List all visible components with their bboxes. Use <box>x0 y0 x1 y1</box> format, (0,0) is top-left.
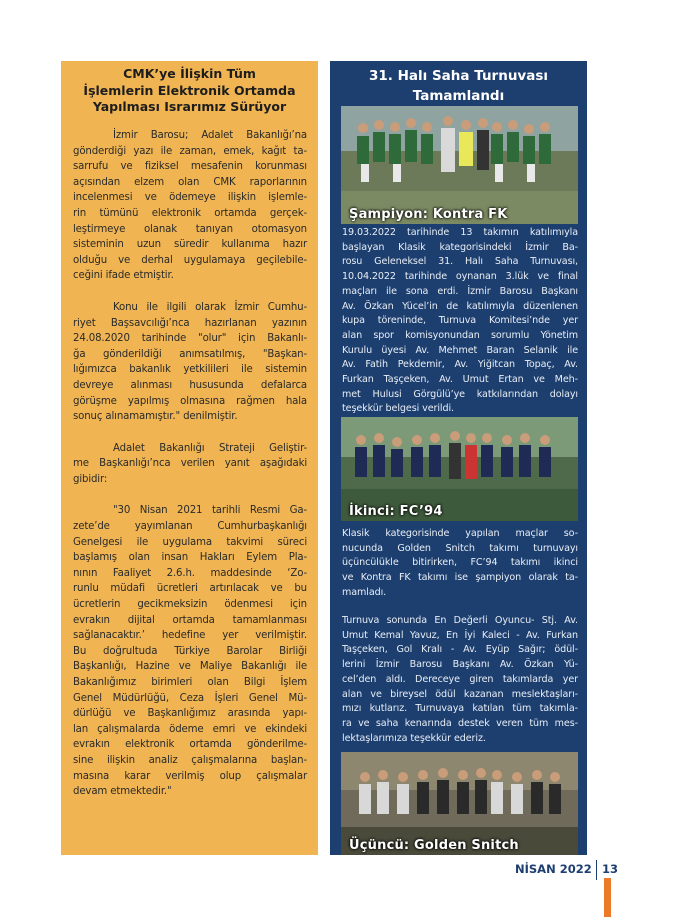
text-line: sisteminin uzun süredir kullanıma hazır <box>73 239 307 251</box>
text-line: ücretlerin gecikmeksizin ödenmesi için <box>73 599 307 611</box>
text-line: devam etmektedir." <box>73 786 172 798</box>
left-article-title <box>61 66 318 116</box>
text-line: Adalet Bakanlığı Strateji Geliştir- <box>113 442 307 454</box>
text-line: Furkan Taşçeken, Av. Umut Ertan ve Meh- <box>342 374 578 386</box>
text-line: Turnuva sonunda En Değerli Oyuncu- Stj. Av. <box>342 615 578 626</box>
text-line: Taşçeken, Gol Kralı - Av. Eyüp Sağır; ödül- <box>342 644 578 656</box>
text-line: Klasik kategorisinde yapılan maçlar so- <box>342 528 578 539</box>
text-line: 10.04.2022 tarihinde oynanan 3.lük ve final <box>342 271 578 283</box>
text-line: rin tümünü elektronik ortamda gerçek- <box>73 207 307 219</box>
text-line: Av. Özkan Yücel’in de katılımıyla düzenlenen <box>342 300 578 312</box>
text-line: üçüncülükle bitirirken, FC’94 takımı ikinci <box>342 557 578 569</box>
left-article-body <box>73 128 307 800</box>
text-line: ve Kontra FK takımı ise şampiyon olarak ta- <box>342 572 578 584</box>
text-line: met Hulusi Görgülü’ye katkılarından dolayı <box>342 388 578 400</box>
text-line: mamladı. <box>342 586 387 598</box>
runner-up-team-photo <box>341 417 578 521</box>
text-line: sine ilişkin analiz çalışmalarına başlan- <box>73 754 307 766</box>
champion-caption: Şampiyon: Kontra FK <box>349 207 508 222</box>
text-line: İzmir Barosu; Adalet Bakanlığı’na <box>113 130 307 141</box>
text-line: gönderdiği yazı ile zaman, emek, kağıt ta- <box>73 145 307 157</box>
left-title-line: CMK’ye İlişkin Tüm <box>123 66 256 81</box>
text-line: maçları ile sona erdi. İzmir Barosu Başkanı <box>342 285 578 297</box>
text-line: Konu ile ilgili olarak İzmir Cumhu- <box>113 301 307 313</box>
text-line: alan ve bireysel ödül kazanan meslektaşları- <box>342 688 578 700</box>
text-line: masına karar verilmiş olup çalışmalar <box>73 770 307 782</box>
issue-label: NİSAN 2022 <box>515 862 592 876</box>
text-line: nının Faaliyet 2.6.h. maddesinde ‘Zo- <box>73 567 307 579</box>
third-place-caption: Üçüncü: Golden Snitch <box>349 838 519 853</box>
third-place-team-photo <box>341 752 578 855</box>
footer-divider <box>596 860 597 880</box>
right-title-line: 31. Halı Saha Turnuvası <box>368 68 549 84</box>
right-article-paragraph <box>342 614 578 746</box>
text-line: görüşme yapılmış olmasına rağmen hala <box>73 395 307 407</box>
text-line: ğa gönderildiği anımsatılmış, "Başkan- <box>73 348 307 360</box>
text-line: ra ve saha kenarında destek veren tüm mes- <box>342 717 578 729</box>
text-line: Genelgesi ile uygulama takvimi süreci <box>73 536 307 548</box>
left-paragraph <box>73 441 307 488</box>
text-line: "30 Nisan 2021 tarihli Resmi Ga- <box>113 505 307 517</box>
text-line: lan çalışmalarda ödeme emri ve ekindeki <box>73 723 307 735</box>
left-paragraph <box>73 128 307 284</box>
text-line: nucunda Golden Snitch takımı turnuvayı <box>342 542 578 554</box>
text-line: evrakın elektronik ortamda gönderilme- <box>73 739 307 751</box>
text-line: cel’den aldı. Dereceye giren takımlarda yer <box>342 673 578 685</box>
text-line: ceğini ifade etmiştir. <box>73 270 174 282</box>
text-line: Umut Kemal Yavuz, En İyi Kaleci - Av. Furkan <box>342 629 578 641</box>
text-line: evrakın dijital ortamda tamamlanması <box>73 614 307 626</box>
text-line: lerini İzmir Barosu Başkanı Av. Özkan Yü- <box>342 659 578 671</box>
page-number: 13 <box>602 862 619 876</box>
text-line: teşekkür belgesi verildi. <box>342 403 454 415</box>
text-line: başlayan Klasik kategorisindeki İzmir Ba- <box>342 241 578 253</box>
text-line: başlamış olan insan Hakları Eylem Pla- <box>73 552 307 564</box>
text-line: olduğu ve derhal uygulamaya geçilebile- <box>73 254 307 266</box>
text-line: 19.03.2022 tarihinde 13 takımın katılımıyla <box>342 227 578 238</box>
left-paragraph <box>73 503 307 799</box>
right-article-paragraph <box>342 527 578 601</box>
text-line: zete’de yayımlanan Cumhurbaşkanlığı <box>73 521 307 533</box>
text-line: Kurulu üyesi Av. Mehmet Baran Selanik ile <box>342 344 578 356</box>
left-title-line: Yapılması Israrımız Sürüyor <box>92 99 287 114</box>
text-line: incelenmesi ve ödemeye ilişkin işlemle- <box>73 192 307 204</box>
text-line: Av. Fatih Pekdemir, Av. Yiğitcan Topaç, Av. <box>342 359 578 371</box>
right-article-paragraph <box>342 226 578 417</box>
left-title-line: İşlemlerin Elektronik Ortamda <box>83 82 296 98</box>
text-line: açısından elzem olan CMK raporlarının <box>73 176 307 188</box>
text-line: lektaşlarımıza teşekkür ederiz. <box>342 732 486 744</box>
text-line: sonuç alınamamıştır." denilmiştir. <box>73 411 238 423</box>
text-line: mızı kutlarız. Turnuvaya katılan tüm takımla- <box>342 703 578 715</box>
text-line: rosu Geleneksel 31. Halı Saha Turnuvası, <box>342 256 578 268</box>
text-line: lığımızca bakanlık yetkilileri ile sistemin <box>73 364 307 376</box>
text-line: devreye alınması hususunda defalarca <box>73 379 307 391</box>
text-line: Başkanlığı, Hazine ve Maliye Bakanlığı ile <box>73 661 307 673</box>
text-line: sarrufu ve fiziksel mesafenin korunması <box>73 161 307 173</box>
runner-up-caption: İkinci: FC’94 <box>349 504 443 519</box>
text-line: kupa töreninde, Turnuva Komitesi’nde yer <box>342 315 578 327</box>
text-line: alan spor komisyonundan sorumlu Yönetim <box>342 329 578 341</box>
text-line: sağlanacaktır.’ hedefine yer verilmiştir. <box>73 630 307 642</box>
text-line: 24.08.2020 tarihinde "olur" için Bakanlı- <box>73 333 307 345</box>
text-line: runlu müdafi ücretleri artırılacak ve bu <box>73 583 307 595</box>
text-line: dürlüğü ve Başkanlığımız arasında yapı- <box>73 708 307 720</box>
left-paragraph <box>73 300 307 425</box>
right-article-title <box>330 66 587 106</box>
text-line: Bu doğrultuda Türkiye Barolar Birliği <box>73 645 307 657</box>
text-line: me Başkanlığı’nca verilen yanıt aşağıdaki <box>73 458 307 470</box>
text-line: Bakanlığımız birimleri olan Bilgi İşlem <box>73 677 307 688</box>
text-line: Genel Müdürlüğü, Ceza İşleri Genel Mü- <box>73 692 307 704</box>
text-line: gibidir: <box>73 473 108 485</box>
champion-team-photo <box>341 106 578 224</box>
text-line: leştirmeye olanak tanıyan otomasyon <box>73 223 307 235</box>
accent-bar <box>604 878 611 917</box>
text-line: riyet Başsavcılığı’nca hazırlanan yazının <box>73 317 307 329</box>
right-title-line: Tamamlandı <box>412 88 505 104</box>
